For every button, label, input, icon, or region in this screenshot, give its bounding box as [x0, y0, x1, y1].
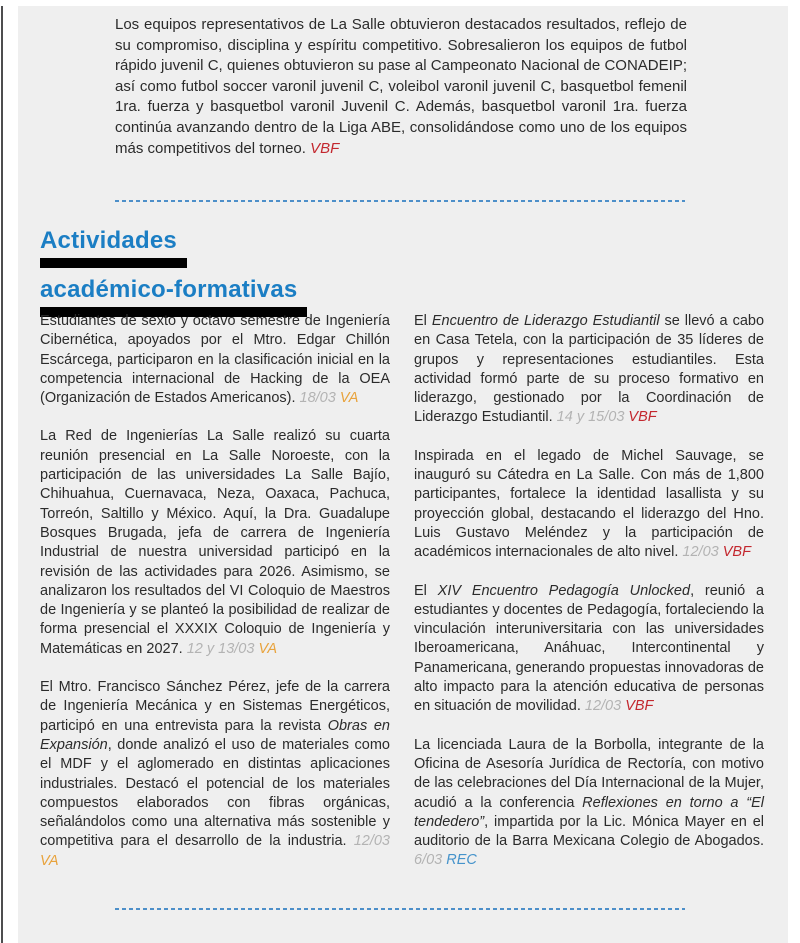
page-surface: [18, 6, 788, 943]
paragraph-text: La Red de Ingenierías La Salle realizó su cuarta reunión presencial en La Salle Noroeste, con la participación de las universidades La Salle Bajío, Chihuahua, Cuernavaca, Neza, Oaxaca, Pachuca, Torreón, Saltillo y México. Aquí, la Dra. Guadalupe Bosques Brugada, jefa de carrera de Ingeniería Industrial de nuestra universidad participó en la revisión de las actividades para 2026. Asimismo, se analizaron los resultados del VI Coloquio de Maestros de Ingeniería y se planteó la posibilidad de realizar de forma presencial el XXXIX Coloquio de Ingeniería y Matemáticas en 2027.: [40, 428, 390, 657]
paragraph-text: La licenciada Laura de la Borbolla, integrante de la Oficina de Asesoría Jurídica de Rectoría, con motivo de las celebraciones del Día Internacional de la Mujer, acudió a la conferencia: [414, 736, 764, 811]
item-source-tag: VBF: [722, 544, 751, 561]
news-paragraph: [40, 312, 390, 408]
paragraph-text: Inspirada en el legado de Michel Sauvage, se inauguró su Cátedra en La Salle. Con más de 1,800 participantes, fortalece la identidad lasallista y su proyección global, destacando el liderazgo del Hno. Luis Gustavo Meléndez y la participación de académicos internacionales de alto nivel.: [414, 447, 764, 561]
paragraph-text: se llevó a cabo en Casa Tetela, con la participación de 35 líderes de grupos y representaciones estudiantiles. Esta actividad formó parte de su proceso formativo en liderazgo, gestionado por la Coordinación de Liderazgo Estudiantil.: [414, 313, 765, 426]
paragraph-text: , donde analizó el uso de materiales como el MDF y el aglomerado en distintas aplicaciones industriales. Destacó el potencial de los materiales compuestos elaborados con fibras orgánicas, señalándolos como una alternativa más sostenible y competitiva para el desarrollo de la industria.: [40, 736, 390, 850]
paragraph-text: El: [414, 313, 432, 329]
news-paragraph: [115, 15, 687, 159]
news-paragraph: [414, 447, 764, 563]
paragraph-text: , impartida por la Lic. Mónica Mayer en el auditorio de la Barra Mexicana Colegio de Abogados.: [414, 813, 764, 850]
item-source-tag: VA: [40, 852, 59, 869]
paragraph-italic-text: Reflexiones en torno a “El tendedero”: [414, 794, 764, 830]
news-paragraph: [414, 312, 764, 428]
item-source-tag: VA: [258, 640, 277, 657]
paragraph-text: , reunió a estudiantes y docentes de Pedagogía, fortaleciendo la vinculación interuniversitaria con las universidades Iberoamericana, Anáhuac, Intercontinental y Panamericana, generando propuestas innovadoras de alto impacto para la atención educativa de personas en situación de movilidad.: [414, 582, 765, 715]
paragraph-italic-text: Obras en Expansión: [40, 717, 390, 753]
paragraph-text: El: [414, 582, 438, 599]
item-source-tag: VBF: [310, 139, 340, 157]
item-date: 12 y 13/03: [186, 640, 259, 657]
item-source-tag: REC: [446, 852, 477, 869]
paragraph-text: Estudiantes de sexto y octavo semestre de Ingeniería Cibernética, apoyados por el Mtro. Edgar Chillón Escárcega, participaron en la clasificación inicial en la competencia internacional de Hacking de la OEA (Organización de Estados Americanos).: [40, 313, 390, 407]
item-date: 12/03: [353, 833, 390, 850]
item-source-tag: VA: [339, 390, 359, 407]
page-edge-line: [1, 6, 3, 943]
news-paragraph: [414, 582, 764, 717]
news-column-right: [414, 312, 764, 890]
item-date: 14 y 15/03: [556, 409, 629, 426]
paragraph-italic-text: Encuentro de Liderazgo Estudiantil: [431, 313, 660, 329]
item-date: 18/03: [299, 390, 340, 407]
section-heading-line1: Actividades: [40, 228, 187, 268]
item-source-tag: VBF: [625, 698, 654, 715]
news-paragraph: [40, 678, 390, 871]
item-source-tag: VBF: [628, 409, 657, 426]
item-date: 12/03: [682, 544, 723, 561]
item-date: 6/03: [414, 852, 447, 869]
paragraph-text: El Mtro. Francisco Sánchez Pérez, jefe de la carrera de Ingeniería Mecánica y en Sistemas Energéticos, participó en una entrevista para la revista: [40, 679, 390, 734]
section-heading-line2: académico-formativas: [40, 277, 307, 317]
dashed-separator-top: [115, 200, 685, 202]
paragraph-text: Los equipos representativos de La Salle obtuvieron destacados resultados, reflejo de su compromiso, disciplina y espíritu competitivo. Sobresalieron los equipos de futbol rápido juvenil C, quienes obtuvieron su pase al Campeonato Nacional de CONADEIP; así como futbol soccer varonil juvenil C, voleibol varonil juvenil C, basquetbol femenil 1ra. fuerza y basquetbol varonil Juvenil C. Además, basquetbol varonil 1ra. fuerza continúa avanzando dentro de la Liga ABE, consolidándose como uno de los equipos más competitivos del torneo.: [115, 16, 687, 157]
item-date: 12/03: [584, 698, 626, 715]
news-paragraph: [40, 427, 390, 659]
news-column-left: [40, 312, 390, 890]
news-columns: [40, 312, 788, 890]
intro-section: [115, 15, 687, 159]
news-paragraph: [414, 736, 764, 871]
dashed-separator-bottom: [115, 908, 685, 910]
paragraph-italic-text: XIV Encuentro Pedagogía Unlocked: [437, 582, 691, 599]
